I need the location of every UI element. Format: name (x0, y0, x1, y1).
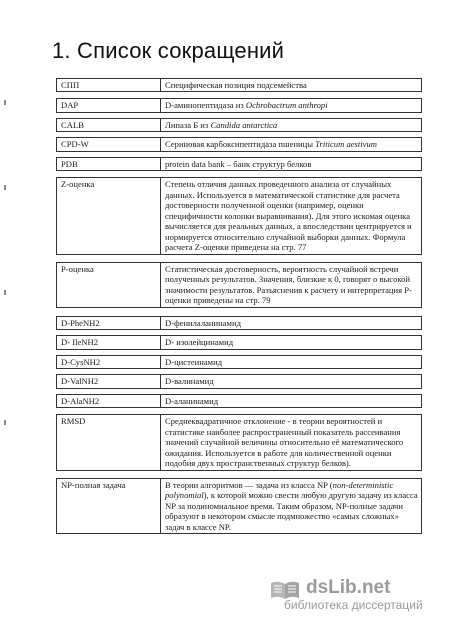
abbreviation-term: D-PheNH2 (57, 316, 161, 329)
abbreviation-term: D-AlaNH2 (57, 394, 161, 407)
row-spacer (57, 470, 422, 478)
book-logo-icon (270, 580, 300, 600)
row-spacer-cell (57, 307, 422, 316)
row-spacer-cell (57, 470, 422, 478)
row-spacer-cell (57, 408, 422, 415)
abbreviation-term: D-ValNH2 (57, 375, 161, 388)
row-spacer (57, 254, 422, 262)
abbreviations-table (56, 78, 422, 534)
row-spacer (57, 307, 422, 316)
abbreviation-term: DAP (57, 99, 161, 112)
table-row (57, 316, 422, 329)
abbreviation-definition: Липаза Б из Candida antarctica (161, 118, 422, 131)
abbreviation-definition: D-валинамид (161, 375, 422, 388)
margin-mark (4, 290, 6, 295)
table-row (57, 178, 422, 254)
row-spacer (57, 408, 422, 415)
margin-mark (4, 100, 6, 105)
row-spacer (57, 171, 422, 178)
abbreviation-term: RMSD (57, 415, 161, 470)
table-row (57, 79, 422, 92)
abbreviation-term: CALB (57, 118, 161, 131)
abbreviation-term: NP-полная задача (57, 478, 161, 533)
table-row (57, 99, 422, 112)
watermark-tagline: библиотека диссертаций (284, 598, 423, 612)
abbreviation-term: СПП (57, 79, 161, 92)
abbreviation-term: CPD-W (57, 138, 161, 151)
watermark-name: dsLib.net (306, 577, 391, 598)
watermark (270, 576, 448, 616)
abbreviation-definition: Среднеквадратичное отклонение - в теории вероятностей и статистике наиболее распространенный показатель рассеивания значений случайной величины относительно её математического ожидания. Используется в работе для количественной оценки подобия двух пространственных структур белков). (161, 415, 422, 470)
page-title: 1. Список сокращений (52, 38, 285, 63)
abbreviation-definition: В теории алгоритмов — задача из класса NP (non-deterministic polynomial), к которой можно свести любую другую задачу из класса NP за полиномиальное время. Таким образом, NP-полные задачи образуют в некотором смысле подмножество «самых сложных» задач в классе NP. (161, 478, 422, 533)
table-row (57, 138, 422, 151)
table-row (57, 118, 422, 131)
abbreviation-term: D-CysNH2 (57, 355, 161, 368)
abbreviation-definition: D- изолейцинамид (161, 336, 422, 349)
margin-mark (4, 185, 6, 190)
row-spacer-cell (57, 92, 422, 99)
table-row (57, 157, 422, 170)
abbreviation-definition: D-аминопептидаза из Ochrobactrum anthropi (161, 99, 422, 112)
abbreviation-definition: protein data bank – банк структур белков (161, 157, 422, 170)
abbreviation-term: Z-оценка (57, 178, 161, 254)
row-spacer-cell (57, 254, 422, 262)
abbreviation-definition: Специфическая позиция подсемейства (161, 79, 422, 92)
abbreviation-definition: D-аланинамид (161, 394, 422, 407)
row-spacer-cell (57, 171, 422, 178)
row-spacer (57, 92, 422, 99)
table-row (57, 394, 422, 407)
abbreviation-definition: Степень отличия данных проведенного анализа от случайных данных. Используется в математической статистике для расчета достоверности полученной оценки (например, оценки специфичности колонки выравнивания). Для этого искомая оценка вычисляется для реальных данных, а впоследствии центрируется и нормируется относительно случайной выборки данных. Формула расчета Z-оценки приведена на стр. 77 (161, 178, 422, 254)
abbreviation-definition: D-фенилаланинамид (161, 316, 422, 329)
abbreviation-definition: Сериновая карбоксипептидаза пшеницы Triticum aestivum (161, 138, 422, 151)
table-row (57, 375, 422, 388)
abbreviation-term: D- IleNH2 (57, 336, 161, 349)
table-row (57, 415, 422, 470)
table-row (57, 262, 422, 307)
abbreviation-definition: Статистическая достоверность, вероятность случайной встречи полученных результатов. Значения, близкие к 0, говорят о высокой значимости результатов. Разъяснения к расчету и интерпретация P-оценки приведены на стр. 79 (161, 262, 422, 307)
abbreviation-term: PDB (57, 157, 161, 170)
table-row (57, 355, 422, 368)
margin-mark (4, 420, 6, 425)
table-row (57, 478, 422, 533)
abbreviation-definition: D-цистеинамид (161, 355, 422, 368)
table-row (57, 336, 422, 349)
abbreviations-table-body (57, 79, 422, 534)
abbreviation-term: P-оценка (57, 262, 161, 307)
